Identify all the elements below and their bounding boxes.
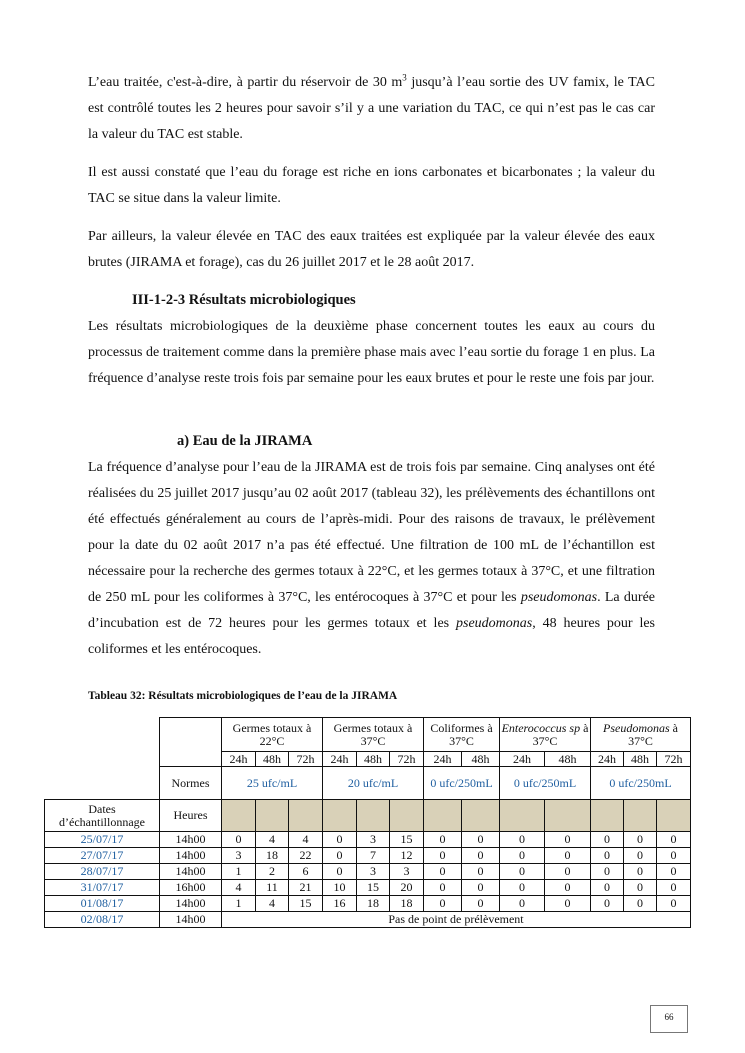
table-row [45,880,691,896]
norme-value: 0 ufc/250mL [424,767,500,800]
value-cell: 0 [624,864,657,880]
value-cell: 0 [657,832,691,848]
group-header-germes-22: Germes totaux à 22°C [222,718,323,752]
value-cell: 0 [591,864,624,880]
value-cell: 10 [323,880,357,896]
table-row [45,848,691,864]
norme-value: 0 ufc/250mL [591,767,691,800]
value-cell: 0 [222,832,256,848]
date-cell: 01/08/17 [45,896,160,912]
value-cell: 0 [591,896,624,912]
value-cell: 0 [500,896,545,912]
time-cell: 24h [323,752,357,767]
value-cell: 0 [545,832,591,848]
blank-header-cell [160,718,222,767]
time-cell: 72h [390,752,424,767]
value-cell: 4 [289,832,323,848]
value-cell: 0 [462,832,500,848]
heure-cell: 14h00 [160,832,222,848]
value-cell: 20 [390,880,424,896]
date-cell: 28/07/17 [45,864,160,880]
date-cell: 25/07/17 [45,832,160,848]
time-cell: 48h [256,752,289,767]
table-row [45,896,691,912]
paragraph-tac-treated: L’eau traitée, c'est-à-dire, à partir du réservoir de 30 $m^3$ jusqu’à l’eau sortie des UV famix, le TAC est contrôlé toutes les 2 heures pour savoir s’il y a une variation du TAC, ce qui n’est pas le cas car la valeur du TAC est stable. [88,72,656,142]
value-cell: 0 [624,896,657,912]
value-cell: 0 [424,880,462,896]
heure-cell: 14h00 [160,848,222,864]
table-column-header-row [45,800,691,832]
value-cell: 7 [357,848,390,864]
section-heading: III-1-2-3 Résultats microbiologiques [132,292,356,308]
time-cell: 24h [424,752,462,767]
value-cell: 0 [591,848,624,864]
no-sample-note: Pas de point de prélèvement [222,912,691,928]
value-cell: 15 [390,832,424,848]
value-cell: 0 [545,864,591,880]
value-cell: 16 [323,896,357,912]
value-cell: 3 [357,832,390,848]
value-cell: 0 [624,848,657,864]
table-row [45,912,691,928]
value-cell: 12 [390,848,424,864]
heures-header: Heures [160,800,222,832]
table-data-body [45,832,691,912]
subsection-heading: a) Eau de la JIRAMA [177,433,313,449]
value-cell: 0 [462,896,500,912]
table-normes-row [45,767,691,800]
value-cell: 0 [424,864,462,880]
value-cell: 3 [390,864,424,880]
value-cell: 0 [424,896,462,912]
norme-value: 0 ufc/250mL [500,767,591,800]
time-cell: 72h [289,752,323,767]
value-cell: 0 [624,880,657,896]
dates-header: Dates d’échantillonnage [45,800,160,832]
value-cell: 0 [545,896,591,912]
paragraph-micro-intro: Les résultats microbiologiques de la deuxième phase concernent toutes les eaux au cours du processus de traitement comme dans la première phase mais avec l’eau sortie du forage 1 en plus. La fréquence d’analyse reste trois fois par semaine pour les eaux brutes et pour le reste une fois par jour. [88,319,655,386]
time-cell: 72h [657,752,691,767]
table-time-row [45,752,691,767]
time-cell: 48h [357,752,390,767]
value-cell: 0 [462,864,500,880]
group-header-coliformes: Coliformes à 37°C [424,718,500,752]
value-cell: 0 [657,864,691,880]
value-cell: 18 [256,848,289,864]
time-cell: 24h [222,752,256,767]
value-cell: 0 [500,848,545,864]
value-cell: 2 [256,864,289,880]
table-row [45,864,691,880]
time-cell: 24h [591,752,624,767]
table-row [45,832,691,848]
value-cell: 15 [289,896,323,912]
group-header-germes-37: Germes totaux à 37°C [323,718,424,752]
group-header-enterococcus: Enterococcus sp à 37°C [500,718,591,752]
page-number: 66 [650,1005,688,1033]
results-table [44,717,691,928]
value-cell: 0 [545,848,591,864]
value-cell: 1 [222,896,256,912]
value-cell: 0 [657,896,691,912]
time-cell: 48h [624,752,657,767]
paragraph-raw-water: Par ailleurs, la valeur élevée en TAC des eaux traitées est expliquée par la valeur élevée des eaux brutes (JIRAMA et forage), cas du 26 juillet 2017 et le 28 août 2017. [88,229,655,270]
value-cell: 18 [390,896,424,912]
value-cell: 0 [323,848,357,864]
value-cell: 4 [222,880,256,896]
value-cell: 0 [657,848,691,864]
value-cell: 0 [462,848,500,864]
value-cell: 11 [256,880,289,896]
value-cell: 21 [289,880,323,896]
paragraph-jirama: La fréquence d’analyse pour l’eau de la JIRAMA est de trois fois par semaine. Cinq analyses ont été réalisées du 25 juillet 2017 jusqu’au 02 août 2017 (tableau 32), les prélèvements des échantillons ont été effectués généralement au cours de l’après-midi. Pour des raisons de travaux, le prélèvement pour la date du 02 août 2017 n’a pas été effectué. Une filtration de 100 mL de l’échantillon est nécessaire pour la recherche des germes totaux à 22°C, et les germes totaux à 37°C, et une filtration de 250 mL pour les coliformes à 37°C, les entérocoques à 37°C et pour les pseudomonas. La durée d’incubation est de 72 heures pour les germes totaux et les pseudomonas, 48 heures pour les coliformes et les entérocoques. [88,460,655,657]
value-cell: 0 [323,832,357,848]
value-cell: 4 [256,832,289,848]
normes-label: Normes [160,767,222,800]
norme-value: 20 ufc/mL [323,767,424,800]
value-cell: 0 [545,880,591,896]
heure-cell: 14h00 [160,896,222,912]
time-cell: 24h [500,752,545,767]
value-cell: 0 [657,880,691,896]
value-cell: 3 [357,864,390,880]
value-cell: 0 [500,832,545,848]
value-cell: 0 [424,832,462,848]
group-header-pseudomonas: Pseudomonas à 37°C [591,718,691,752]
date-cell: 02/08/17 [45,912,160,928]
norme-value: 25 ufc/mL [222,767,323,800]
table-group-header-row [45,718,691,752]
paragraph-borehole: Il est aussi constaté que l’eau du forage est riche en ions carbonates et bicarbonates ; la valeur du TAC se situe dans la valeur limite. [88,165,655,206]
value-cell: 1 [222,864,256,880]
time-cell: 48h [462,752,500,767]
table-caption: Tableau 32: Résultats microbiologiques de l’eau de la JIRAMA [88,690,398,702]
heure-cell: 14h00 [160,864,222,880]
value-cell: 15 [357,880,390,896]
value-cell: 18 [357,896,390,912]
value-cell: 22 [289,848,323,864]
value-cell: 0 [500,880,545,896]
value-cell: 0 [591,880,624,896]
value-cell: 0 [591,832,624,848]
date-cell: 27/07/17 [45,848,160,864]
value-cell: 3 [222,848,256,864]
value-cell: 0 [424,848,462,864]
heure-cell: 14h00 [160,912,222,928]
value-cell: 0 [500,864,545,880]
value-cell: 0 [323,864,357,880]
heure-cell: 16h00 [160,880,222,896]
date-cell: 31/07/17 [45,880,160,896]
value-cell: 0 [624,832,657,848]
time-cell: 48h [545,752,591,767]
value-cell: 6 [289,864,323,880]
value-cell: 4 [256,896,289,912]
value-cell: 0 [462,880,500,896]
